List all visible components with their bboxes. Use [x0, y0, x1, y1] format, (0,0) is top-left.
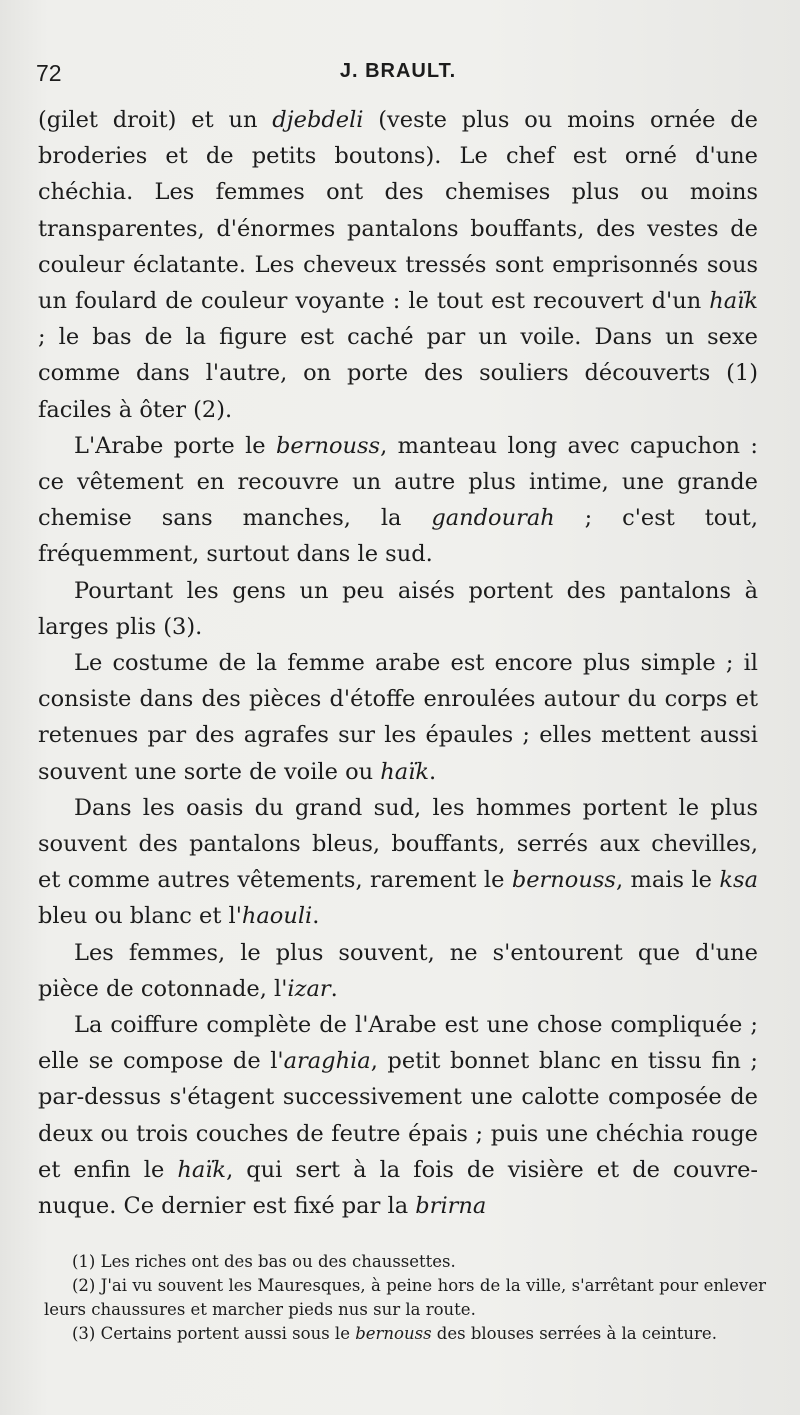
text-run: (3) Certains portent aussi sous le — [72, 1324, 356, 1343]
text-run: Les femmes, le plus souvent, ne s'entourent que d'une pièce de cotonnade, l' — [38, 939, 758, 1002]
italic-term: haouli — [241, 903, 313, 930]
text-run: ; le bas de la figure est caché par un voile. Dans un sexe comme dans l'autre, on porte des souliers découverts (1) faciles à ôter (2). — [38, 324, 758, 423]
text-run: (veste plus ou moins ornée de broderies et de petits boutons). Le chef est orné d'une chéchia. Les femmes ont des chemises plus ou moins transparentes, d'énormes pantalons bouffants, des vestes de couleur éclatante. Les cheveux tressés sont emprisonnés sous un foulard de couleur voyante : le tout est recouvert d'un — [38, 107, 758, 315]
italic-term: bernouss — [355, 1324, 432, 1343]
body-text — [38, 102, 758, 1224]
text-run: . — [330, 975, 338, 1002]
paragraph — [38, 573, 758, 645]
footnote — [44, 1250, 766, 1274]
italic-term: ksa — [719, 867, 758, 894]
italic-term: haïk — [177, 1156, 227, 1183]
italic-term: araghia — [283, 1048, 371, 1075]
text-run: L'Arabe porte le — [74, 432, 276, 459]
text-run: , mais le — [615, 867, 720, 894]
paragraph — [38, 102, 758, 428]
footnote — [44, 1274, 766, 1322]
page-header — [36, 60, 760, 90]
text-run: . — [429, 758, 437, 785]
italic-term: brirna — [415, 1193, 487, 1220]
text-run: Dans les oasis du grand sud, les hommes portent le plus souvent des pantalons bleus, bouffants, serrés aux chevilles, et comme autres vêtements, rarement le — [38, 794, 758, 894]
text-run: (1) Les riches ont des bas ou des chaussettes. — [72, 1252, 456, 1271]
text-run: bleu ou blanc et l' — [38, 903, 242, 930]
italic-term: djebdeli — [272, 107, 364, 133]
text-run: Pourtant les gens un peu aisés portent des pantalons à larges plis (3). — [38, 577, 758, 640]
text-run: . — [312, 903, 320, 930]
text-run: La coiffure complète de l'Arabe est une chose compliquée ; elle se compose de l' — [38, 1012, 758, 1075]
italic-term: haïk — [709, 288, 758, 315]
footnotes — [44, 1250, 766, 1346]
text-run: (2) J'ai vu souvent les Mauresques, à peine hors de la ville, s'arrêtant pour enlever leurs chaussures et marcher pieds nus sur la route. — [44, 1276, 766, 1319]
italic-term: haïk — [380, 758, 430, 785]
text-run: , qui sert à la fois de visière et de couvre-nuque. Ce dernier est fixé par la — [38, 1156, 758, 1220]
paragraph — [38, 428, 758, 573]
paragraph — [38, 645, 758, 790]
text-run: Le costume de la femme arabe est encore plus simple ; il consiste dans des pièces d'étoffe enroulées autour du corps et retenues par des agrafes sur les épaules ; elles mettent aussi souvent une sorte de voile ou — [38, 650, 758, 785]
paragraph — [38, 790, 758, 935]
text-run: ; c'est tout, fréquemment, surtout dans le sud. — [38, 505, 758, 568]
text-run: des blouses serrées à la ceinture. — [431, 1324, 717, 1343]
footnote — [44, 1322, 766, 1346]
italic-term: bernouss — [511, 867, 616, 894]
page-number: 72 — [36, 60, 62, 86]
italic-term: gandourah — [431, 505, 555, 532]
italic-term: izar — [287, 975, 331, 1002]
running-head: J. BRAULT. — [339, 60, 457, 82]
paragraph — [38, 1007, 758, 1224]
text-run: , manteau long avec capuchon : ce vêtement en recouvre un autre plus intime, une grande chemise sans manches, la — [38, 432, 758, 532]
text-run: , petit bonnet blanc en tissu fin ; par-dessus s'étagent successivement une calotte composée de deux ou trois couches de feutre épais ; puis une chéchia rouge et enfin le — [38, 1048, 758, 1183]
italic-term: bernouss — [276, 432, 381, 459]
paragraph — [38, 935, 758, 1007]
text-run: (gilet droit) et un — [38, 107, 273, 133]
